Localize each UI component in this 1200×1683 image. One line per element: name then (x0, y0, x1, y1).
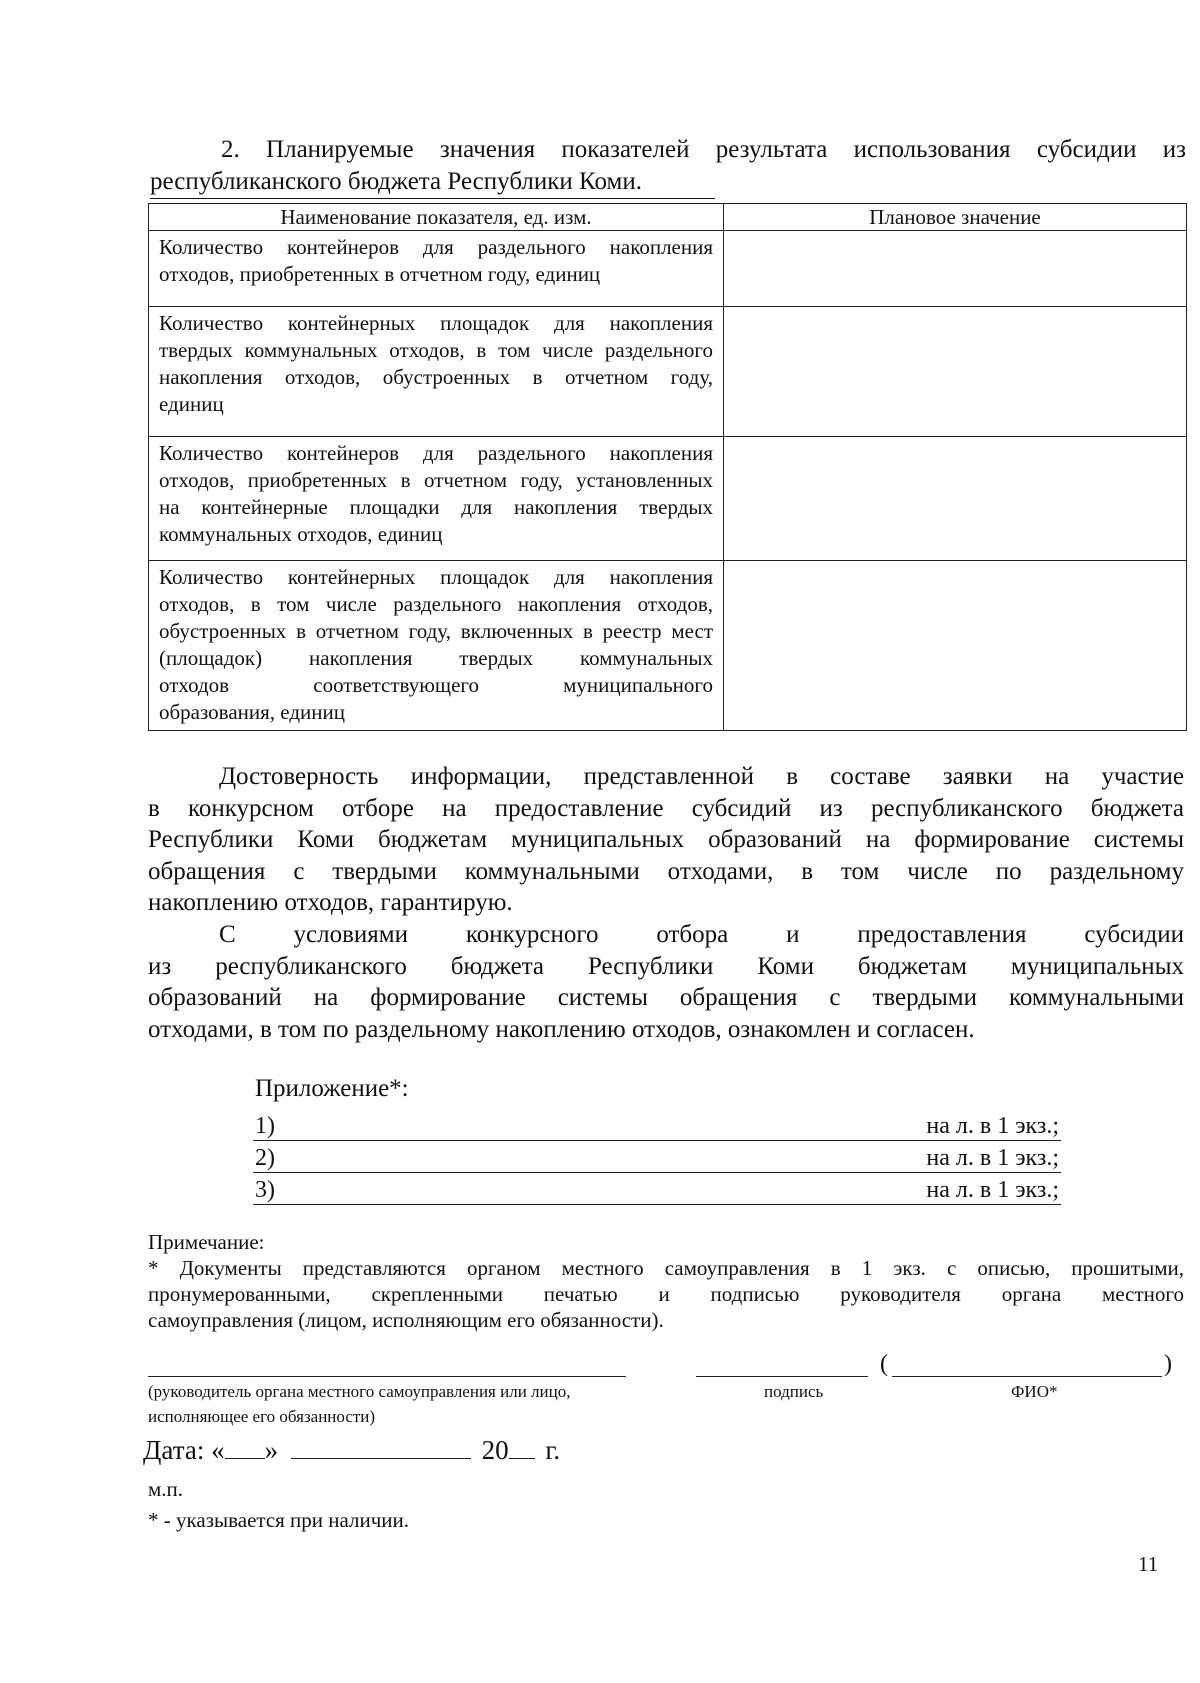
attachment-line-3[interactable] (253, 1173, 1061, 1205)
paragraph-line: обращения с твердыми коммунальными отходами, в том числе по раздельному (148, 857, 1184, 885)
role-caption-line-2: исполняющее его обязанности) (148, 1407, 376, 1426)
note-line: самоуправления (лицом, исполняющим его обязанности). (148, 1308, 664, 1332)
attachment-copies: на л. в 1 экз.; (926, 1145, 1059, 1171)
paragraph-line: С условиями конкурсного отбора и предоставления субсидии (219, 921, 1184, 948)
indicator-name-cell (149, 561, 724, 731)
cell-line: твердых коммунальных отходов, в том числе раздельного (159, 338, 713, 362)
page-number: 11 (1138, 1552, 1159, 1576)
paragraph-line: отходами, в том по раздельному накоплению отходов, ознакомлен и согласен. (148, 1015, 975, 1043)
table-row (149, 437, 1187, 561)
attachment-copies: на л. в 1 экз.; (926, 1177, 1059, 1203)
table-row (149, 561, 1187, 731)
table-row (149, 231, 1187, 307)
indicator-name-cell (149, 437, 724, 561)
attachment-number: 3) (255, 1177, 275, 1203)
full-name-line[interactable] (892, 1376, 1162, 1377)
day-blank[interactable] (225, 1438, 265, 1459)
cell-line: единиц (159, 392, 224, 416)
attachment-line-1[interactable] (253, 1109, 1061, 1141)
note-line: * Документы представляются органом местного самоуправления в 1 экз. с описью, прошитыми, (148, 1256, 1184, 1280)
paragraph-line: накоплению отходов, гарантирую. (148, 889, 513, 916)
attachment-number: 2) (255, 1145, 275, 1171)
date-line (143, 1435, 560, 1466)
close-paren: ) (1164, 1351, 1172, 1377)
planned-value-cell[interactable] (724, 561, 1187, 731)
cell-line: Количество контейнеров для раздельного накопления (159, 235, 713, 259)
role-caption-line-1: (руководитель органа местного самоуправления или лицо, (148, 1382, 571, 1401)
section-heading (150, 134, 1186, 199)
cell-line: отходов, в том числе раздельного накопления отходов, (159, 592, 713, 616)
signature-caption: подпись (764, 1382, 824, 1401)
note-block (148, 1229, 1184, 1333)
cell-line: обустроенных в отчетном году, включенных в реестр мест (159, 619, 713, 643)
note-line: пронумерованными, скрепленными печатью и подписью руководителя органа местного (148, 1282, 1184, 1306)
date-label: Дата: « (143, 1435, 225, 1465)
cell-line: Количество контейнерных площадок для накопления (159, 311, 713, 335)
paragraph-line: образований на формирование системы обращения с твердыми коммунальными (148, 984, 1184, 1011)
heading-line-1: 2. Планируемые значения показателей результата использования субсидии из (221, 136, 1186, 163)
paragraph-line: из республиканского бюджета Республики Коми бюджетам муниципальных (148, 952, 1184, 980)
cell-line: отходов, приобретенных в отчетном году, единиц (159, 262, 601, 286)
planned-value-cell[interactable] (724, 307, 1187, 437)
table-header-row (149, 204, 1187, 231)
column-header-value: Плановое значение (724, 204, 1187, 231)
name-caption: ФИО* (1011, 1382, 1058, 1401)
paragraph-line: Республики Коми бюджетам муниципальных образований на формирование системы (148, 826, 1184, 853)
heading-line-2: республиканского бюджета Республики Коми. (150, 166, 715, 199)
cell-line: на контейнерные площадки для накопления твердых (159, 495, 713, 519)
paragraph-line: в конкурсном отборе на предоставление субсидий из республиканского бюджета (148, 794, 1184, 822)
attachment-line-2[interactable] (253, 1141, 1061, 1173)
paragraph-line: Достоверность информации, представленной в составе заявки на участие (219, 763, 1184, 790)
indicators-table (148, 203, 1187, 731)
footnote: * - указывается при наличии. (148, 1508, 410, 1532)
cell-line: накопления отходов, обустроенных в отчетном году, (159, 365, 713, 389)
cell-line: отходов соответствующего муниципального (159, 673, 713, 697)
attachment-number: 1) (255, 1113, 275, 1139)
planned-value-cell[interactable] (724, 437, 1187, 561)
cell-line: образования, единиц (159, 700, 345, 724)
table-row (149, 307, 1187, 437)
signature-line[interactable] (696, 1376, 868, 1377)
date-quote-close: » (264, 1435, 279, 1465)
cell-line: коммунальных отходов, единиц (159, 522, 443, 546)
cell-line: (площадок) накопления твердых коммунальных (159, 646, 713, 670)
attachments-title: Приложение*: (255, 1075, 409, 1102)
indicator-name-cell (149, 231, 724, 307)
cell-line: Количество контейнерных площадок для накопления (159, 565, 713, 589)
stamp-label: м.п. (148, 1477, 184, 1501)
agreement-paragraph (148, 919, 1184, 1045)
column-header-name: Наименование показателя, ед. изм. (149, 204, 724, 231)
open-paren: ( (880, 1351, 888, 1377)
cell-line: отходов, приобретенных в отчетном году, установленных (159, 468, 713, 492)
month-blank[interactable] (291, 1438, 471, 1459)
indicator-name-cell (149, 307, 724, 437)
year-blank[interactable] (509, 1438, 535, 1459)
attachment-copies: на л. в 1 экз.; (926, 1113, 1059, 1139)
planned-value-cell[interactable] (724, 231, 1187, 307)
reliability-paragraph (148, 761, 1184, 919)
role-signature-line[interactable] (148, 1376, 626, 1377)
note-title: Примечание: (148, 1230, 265, 1254)
cell-line: Количество контейнеров для раздельного накопления (159, 441, 713, 465)
year-suffix: г. (545, 1435, 561, 1465)
year-prefix: 20 (481, 1435, 509, 1465)
